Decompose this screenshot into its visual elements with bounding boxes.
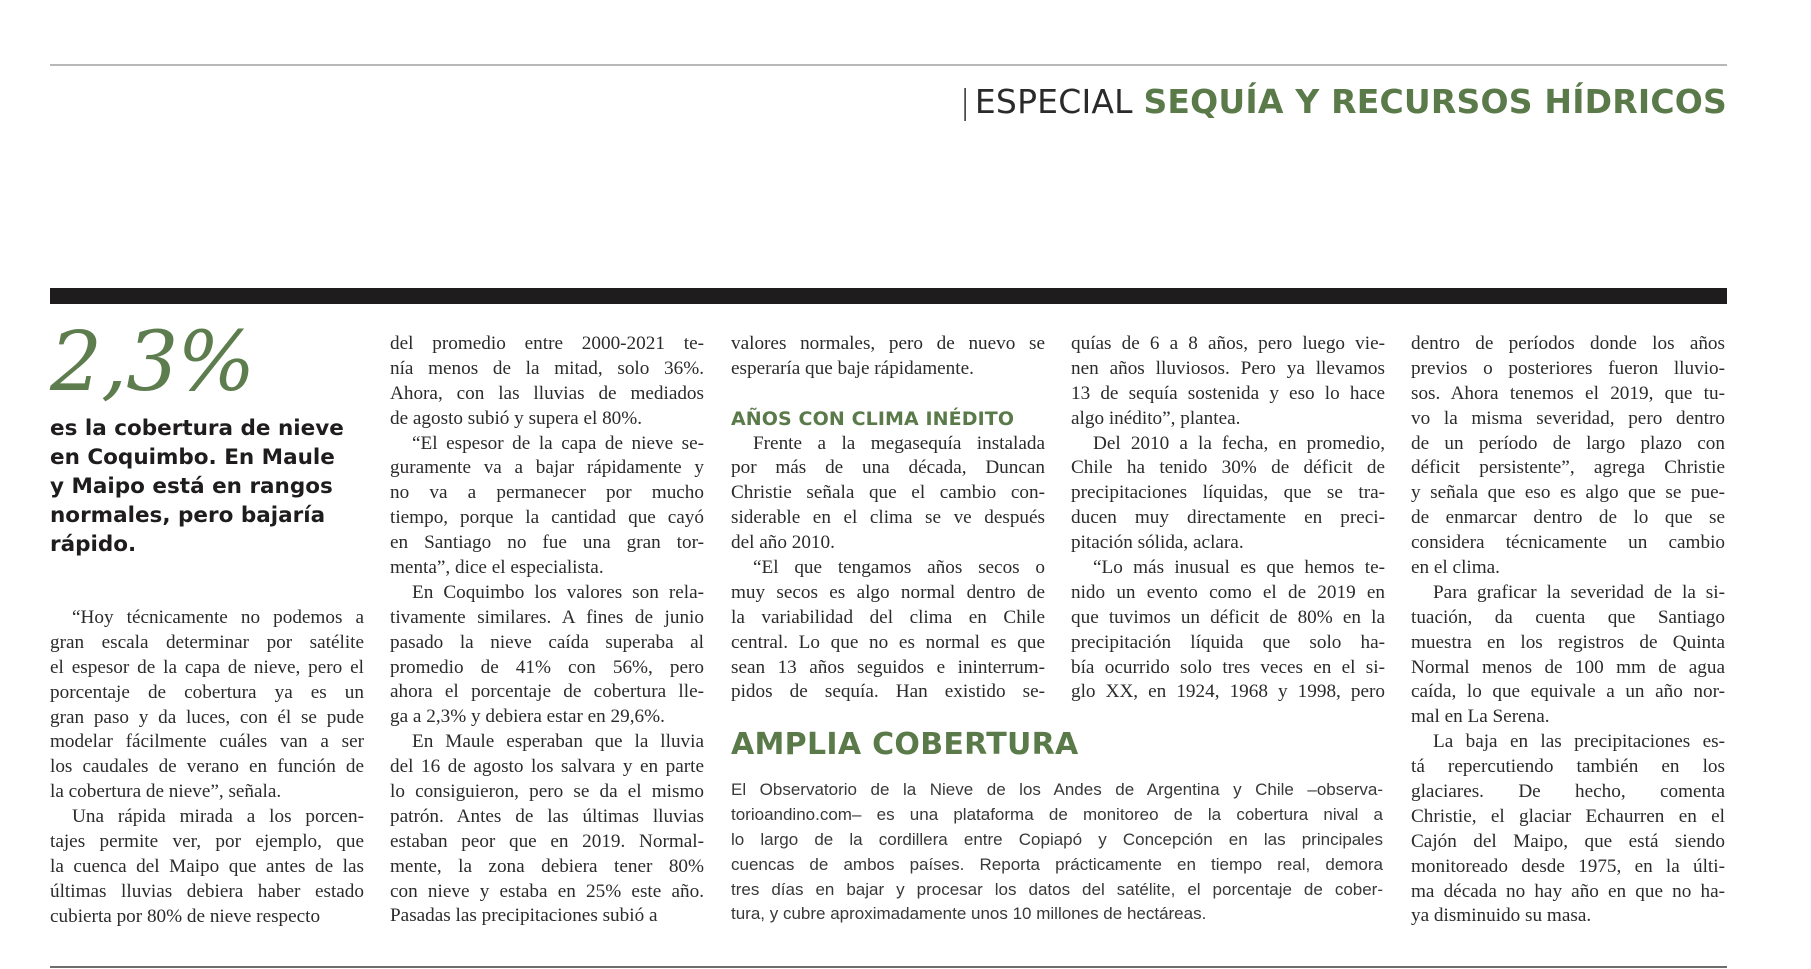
lead-line: en Coquimbo. En Maule xyxy=(50,445,335,470)
text-line: ya disminuido su masa. xyxy=(1411,905,1592,927)
text-line: gran escala determinar por satélite xyxy=(50,631,364,653)
text-line: muestra en los registros de Quinta xyxy=(1411,631,1725,653)
text-line: Pasadas las precipitaciones subió a xyxy=(390,905,658,927)
text-line: Cajón del Maipo, que está siendo xyxy=(1411,830,1725,852)
text-line: en el clima. xyxy=(1411,557,1500,579)
article-column-1 xyxy=(50,606,364,930)
text-line: nido un evento como el de 2019 en xyxy=(1071,581,1385,603)
text-line: del año 2010. xyxy=(731,532,835,554)
text-line: ga a 2,3% y debiera estar en 29,6%. xyxy=(390,706,665,728)
text-line: los caudales de verano en función de xyxy=(50,756,364,778)
box-text-line: El Observatorio de la Nieve de los Andes de Argentina y Chile –observa- xyxy=(731,780,1383,799)
text-line: precipitaciones líquidas, que se tra- xyxy=(1071,482,1385,504)
article-column-3 xyxy=(731,332,1045,705)
text-line: Chile ha tenido 30% de déficit de xyxy=(1071,457,1385,479)
text-line: algo inédito”, plantea. xyxy=(1071,407,1241,429)
text-line: vo la misma severidad, pero dentro xyxy=(1411,407,1725,429)
text-line: patrón. Antes de las últimas lluvias xyxy=(390,805,704,827)
text-line: sos. Ahora tenemos el 2019, que tu- xyxy=(1411,382,1725,404)
text-line: tivamente similares. A fines de junio xyxy=(390,606,704,628)
text-line: no va a permanecer por mucho xyxy=(390,482,704,504)
text-line: en Santiago no fue una gran tor- xyxy=(390,532,704,554)
lead-line: es la cobertura de nieve xyxy=(50,416,344,441)
box-text-line: tres días en bajar y procesar los datos del satélite, el porcentaje de cober- xyxy=(731,879,1383,899)
text-line: bía ocurrido solo tres veces en el si- xyxy=(1071,656,1385,678)
text-line: monitoreado desde 1975, en la últi- xyxy=(1411,855,1725,877)
header-separator: | xyxy=(959,82,971,121)
text-line: dentro de períodos donde los años xyxy=(1411,333,1725,354)
text-line: mal en La Serena. xyxy=(1411,706,1550,728)
text-line: ma década no hay año en que no ha- xyxy=(1411,880,1725,902)
text-line: pidos de sequía. Han existido se- xyxy=(731,681,1045,703)
lead-line: y Maipo está en rangos xyxy=(50,474,333,499)
text-line: valores normales, pero de nuevo se xyxy=(731,333,1045,354)
text-line: central. Lo que no es normal es que xyxy=(731,631,1045,653)
text-line: Normal menos de 100 mm de agua xyxy=(1411,656,1725,678)
text-line: tiempo, porque la cantidad que cayó xyxy=(390,507,704,529)
text-line: Christie señala que el cambio con- xyxy=(731,482,1045,504)
lead-line: rápido. xyxy=(50,532,137,557)
text-line: y señala que eso es algo que se pue- xyxy=(1411,482,1725,504)
box-body xyxy=(731,778,1383,927)
bottom-rule xyxy=(50,966,1727,968)
text-line: que tuvimos un déficit de 80% en la xyxy=(1071,606,1385,628)
text-line: pasado la nieve caída superaba al xyxy=(390,631,704,653)
text-line: glaciares. De hecho, comenta xyxy=(1411,781,1725,803)
text-line: guramente va a bajar rápidamente y xyxy=(390,457,704,479)
subheading-anos-con-clima-inedito: AÑOS CON CLIMA INÉDITO xyxy=(731,407,1015,430)
text-line: menta”, dice el especialista. xyxy=(390,557,604,579)
box-text-line: cuencas de ambos países. Reporta prácticamente en tiempo real, demora xyxy=(731,854,1383,874)
text-line: del 16 de agosto los salvara y en parte xyxy=(390,756,704,778)
text-line: ahora el porcentaje de cobertura lle- xyxy=(390,681,704,703)
text-line: “El espesor de la capa de nieve se- xyxy=(412,432,704,454)
text-line: tuación, da cuenta que Santiago xyxy=(1411,606,1725,628)
text-line: cubierta por 80% de nieve respecto xyxy=(50,905,321,927)
highlight-lead xyxy=(50,414,370,559)
text-line: En Maule esperaban que la lluvia xyxy=(412,731,704,753)
text-line: glo XX, en 1924, 1968 y 1998, pero xyxy=(1071,681,1385,703)
box-heading: AMPLIA COBERTURA xyxy=(731,727,1079,762)
text-line: quías de 6 a 8 años, pero luego vie- xyxy=(1071,333,1385,354)
text-line: ducen muy directamente en preci- xyxy=(1071,507,1385,529)
text-line: Ahora, con las lluvias de mediados xyxy=(390,382,704,404)
lead-line: normales, pero bajaría xyxy=(50,503,326,528)
text-line: del promedio entre 2000-2021 te- xyxy=(390,333,704,354)
text-line: Frente a la megasequía instalada xyxy=(753,432,1045,454)
text-line: pitación sólida, aclara. xyxy=(1071,532,1244,554)
text-line: porcentaje de cobertura ya es un xyxy=(50,681,364,703)
text-line: “Hoy técnicamente no podemos a xyxy=(72,607,364,628)
text-line: En Coquimbo los valores son rela- xyxy=(412,581,704,603)
text-line: el espesor de la capa de nieve, pero el xyxy=(50,656,364,678)
text-line: de agosto subió y supera el 80%. xyxy=(390,407,643,429)
box-text-line: tura, y cubre aproximadamente unos 10 millones de hectáreas. xyxy=(731,904,1207,924)
text-line: déficit persistente”, agrega Christie xyxy=(1411,457,1725,479)
text-line: previos o posteriores fueron lluvio- xyxy=(1411,357,1725,379)
text-line: Christie, el glaciar Echaurren en el xyxy=(1411,805,1725,827)
text-line: gran paso y da luces, con él se pude xyxy=(50,706,364,728)
text-line: considera técnicamente un cambio xyxy=(1411,532,1725,554)
text-line: con nieve y estaba en 25% este año. xyxy=(390,880,704,902)
box-text-line: lo largo de la cordillera entre Copiapó y Concepción en las principales xyxy=(731,829,1383,849)
text-line: de un período de largo plazo con xyxy=(1411,432,1725,454)
text-line: La baja en las precipitaciones es- xyxy=(1433,731,1725,753)
text-line: nen años lluviosos. Pero ya llevamos xyxy=(1071,357,1385,379)
text-line: sean 13 años seguidos e ininterrum- xyxy=(731,656,1045,678)
text-line: promedio de 41% con 56%, pero xyxy=(390,656,704,678)
box-text-line: torioandino.com– es una plataforma de monitoreo de la cobertura nival a xyxy=(731,804,1383,824)
text-line: nía menos de la mitad, solo 36%. xyxy=(390,357,704,379)
section-divider-bar xyxy=(50,288,1727,304)
text-line: tajes permite ver, por ejemplo, que xyxy=(50,831,364,853)
text-line: por más de una década, Duncan xyxy=(731,457,1045,479)
text-line: estaban peor que en 2019. Normal- xyxy=(390,830,704,852)
text-line: muy secos es algo normal dentro de xyxy=(731,581,1045,603)
text-line: “El que tengamos años secos o xyxy=(753,557,1045,579)
text-line: “Lo más inusual es que hemos te- xyxy=(1093,557,1385,579)
article-column-2 xyxy=(390,332,704,929)
section-header xyxy=(960,80,1727,124)
text-line: la variabilidad del clima en Chile xyxy=(731,606,1045,628)
text-line: mente, la zona debiera tener 80% xyxy=(390,855,704,877)
article-column-4 xyxy=(1071,332,1385,705)
text-line: precipitación líquida que solo ha- xyxy=(1071,631,1385,653)
text-line: últimas lluvias debiera haber estado xyxy=(50,880,364,902)
text-line: tá repercutiendo también en los xyxy=(1411,756,1725,778)
highlight-number: 2,3% xyxy=(50,315,255,410)
article-column-5 xyxy=(1411,332,1725,929)
text-line: Una rápida mirada a los porcen- xyxy=(72,806,364,828)
text-line: caída, lo que equivale a un año nor- xyxy=(1411,681,1725,703)
text-line: de enmarcar dentro de lo que se xyxy=(1411,507,1725,529)
text-line: siderable en el clima se ve después xyxy=(731,507,1045,529)
text-line: esperaría que baje rápidamente. xyxy=(731,357,974,379)
text-line: Del 2010 a la fecha, en promedio, xyxy=(1093,432,1385,454)
text-line: la cobertura de nieve”, señala. xyxy=(50,781,282,803)
header-topic: SEQUÍA Y RECURSOS HÍDRICOS xyxy=(1143,82,1727,121)
text-line: Para graficar la severidad de la si- xyxy=(1433,581,1725,603)
text-line: modelar fácilmente cuáles van a ser xyxy=(50,731,364,753)
text-line: 13 de sequía sostenida y eso lo hace xyxy=(1071,382,1385,404)
top-rule xyxy=(50,64,1727,66)
header-special: ESPECIAL xyxy=(974,82,1133,121)
text-line: la cuenca del Maipo que antes de las xyxy=(50,855,364,877)
text-line: lo consiguieron, pero se da el mismo xyxy=(390,781,704,803)
